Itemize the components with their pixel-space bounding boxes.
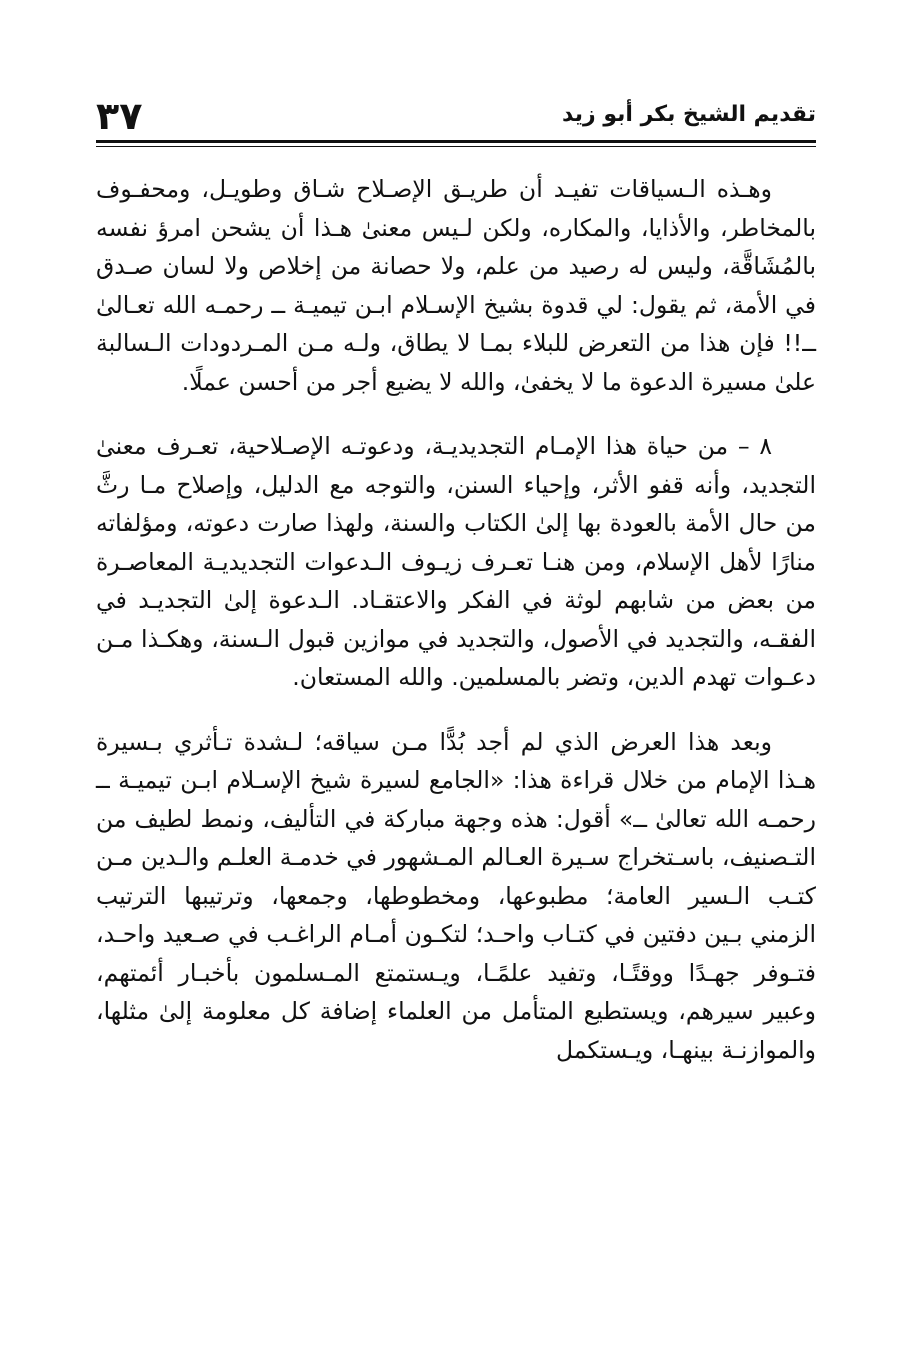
page-number: ٣٧ xyxy=(96,94,143,138)
page-body xyxy=(96,170,816,1095)
paragraph-3: وبعد هذا العرض الذي لم أجد بُدًّا مـن سياقه؛ لـشدة تـأثري بـسيرة هـذا الإمام من خلال قراءة هذا: «الجامع لسيرة شيخ الإسـلام ابـن تيميـة ــ رحمـه الله تعالىٰ ــ» أقول: هذه وجهة مباركة في التأليف، ونمط لطيف من التـصنيف، باسـتخراج سـيرة العـالم المـشهور في خدمـة العلـم والـدين مـن كتـب الـسير العامة؛ مطبوعها، ومخطوطها، وجمعها، وترتيبها الترتيب الزمني بـين دفتين في كتـاب واحـد؛ لتكـون أمـام الراغـب في صـعيد واحـد، فتـوفر جهـدًا ووقتًـا، وتفيد علمًـا، ويـستمتع المـسلمون بأخبـار أئمتهم، وعبير سيرهم، ويستطيع المتأمل من العلماء إضافة كل معلومة إلىٰ مثلها، والموازنـة بينهـا، ويـستكمل xyxy=(96,727,816,1064)
paragraph-1: وهـذه الـسياقات تفيـد أن طريـق الإصـلاح شـاق وطويـل، ومحفـوف بالمخاطر، والأذايا، والمكاره، ولكن لـيس معنىٰ هـذا أن يشحن امرؤ نفسه بالمُشَاقَّة، وليس له رصيد من علم، ولا حصانة من إخلاص ولا لسان صـدق في الأمة، ثم يقول: لي قدوة بشيخ الإسـلام ابـن تيميـة ــ رحمـه الله تعـالىٰ ــ!! فإن هذا من التعرض للبلاء بمـا لا يطاق، ولـه مـن المـردودات الـسالبة علىٰ مسيرة الدعوة ما لا يخفىٰ، والله لا يضيع أجر من أحسن عملًا. xyxy=(96,175,816,396)
header-rule-thick xyxy=(96,140,816,143)
page-header xyxy=(96,94,816,150)
paragraph-2: ٨ – من حياة هذا الإمـام التجديديـة، ودعوتـه الإصـلاحية، تعـرف معنىٰ التجديد، وأنه قفو الأثر، وإحياء السنن، والتوجه مع الدليل، وإصلاح مـا رثَّ من حال الأمة بالعودة بها إلىٰ الكتاب والسنة، ولهذا صارت دعوته، ومؤلفاته منارًا لأهل الإسلام، ومن هنـا تعـرف زيـوف الـدعوات التجديديـة المعاصـرة من بعض من شابهم لوثة في الفكر والاعتقـاد. الـدعوة إلىٰ التجديـد في الفقـه، والتجديد في الأصول، والتجديد في موازين قبول الـسنة، وهكـذا مـن دعـوات تهدم الدين، وتضر بالمسلمين. والله المستعان. xyxy=(96,432,816,691)
header-rule-thin xyxy=(96,146,816,147)
running-title: تقديم الشيخ بكر أبو زيد xyxy=(562,102,816,127)
